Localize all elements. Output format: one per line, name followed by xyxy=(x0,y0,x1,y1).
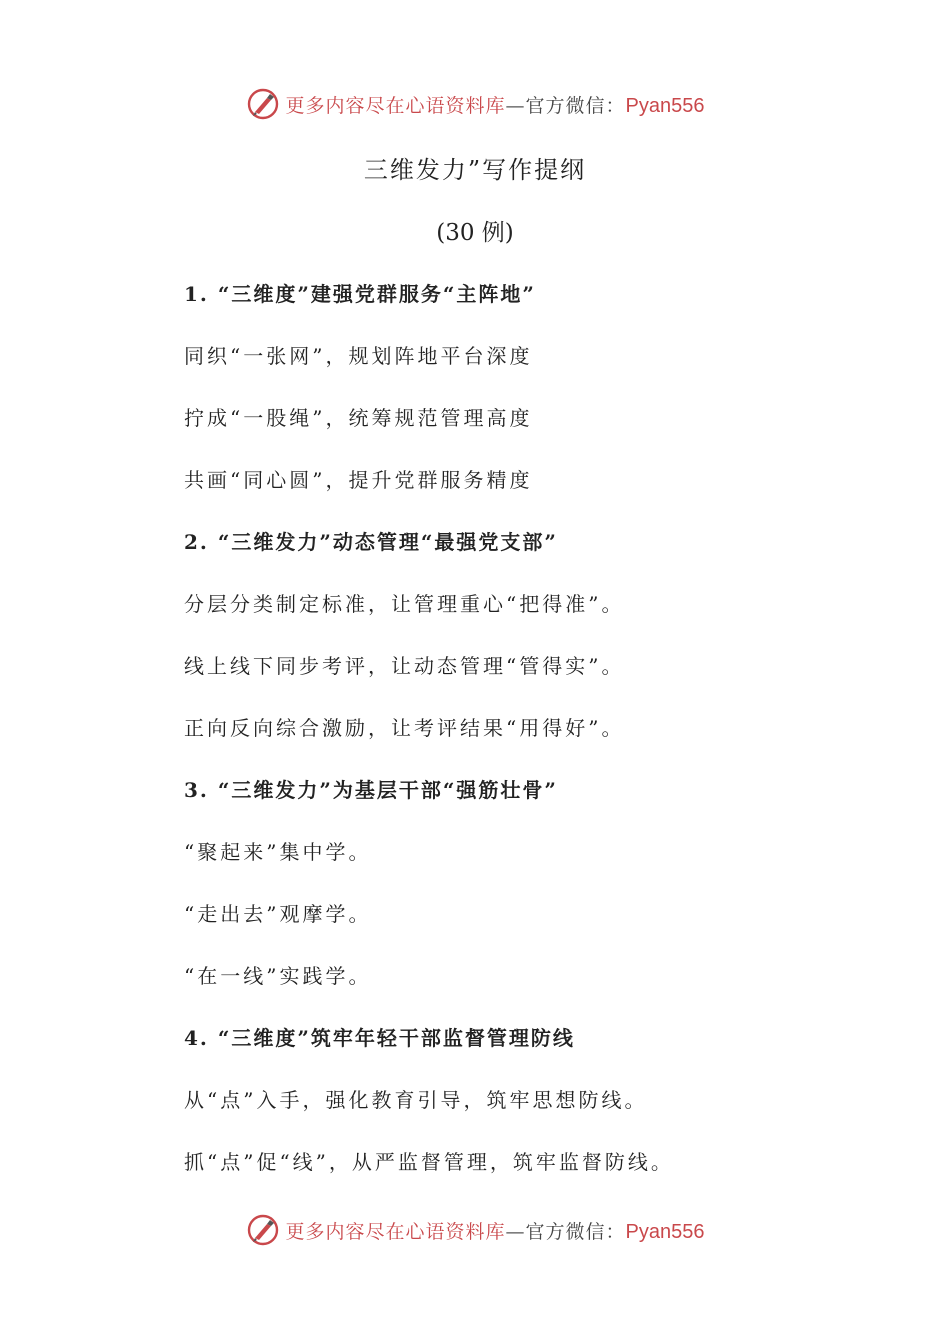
banner-lead: 更多内容尽在心语资料库 xyxy=(285,1220,506,1243)
header-banner xyxy=(0,84,950,124)
banner-wechat-id: Pyan556 xyxy=(625,94,705,117)
pen-nib-logo-icon xyxy=(246,87,280,121)
banner-wechat-label: 官方微信： xyxy=(525,94,626,117)
banner-wechat-label: 官方微信： xyxy=(525,1220,626,1243)
body-line: 抓“点”促“线”，从严监督管理，筑牢监督防线。 xyxy=(184,1150,674,1174)
document-subtitle: (30 例) xyxy=(436,220,514,246)
body-line: 正向反向综合激励，让考评结果“用得好”。 xyxy=(184,716,625,740)
section-heading-4: 4. “三维度”筑牢年轻干部监督管理防线 xyxy=(184,1026,575,1050)
document-body xyxy=(184,276,884,1206)
banner-dash: — xyxy=(505,1220,526,1243)
banner-dash: — xyxy=(505,94,526,117)
banner-text xyxy=(286,91,705,118)
body-line: “走出去”观摩学。 xyxy=(184,902,372,926)
section-heading-1: 1. “三维度”建强党群服务“主阵地” xyxy=(184,282,536,306)
body-line: “聚起来”集中学。 xyxy=(184,840,372,864)
body-line: 分层分类制定标准，让管理重心“把得准”。 xyxy=(184,592,625,616)
banner-text xyxy=(286,1217,705,1244)
body-line: 同织“一张网”，规划阵地平台深度 xyxy=(184,344,533,368)
banner-lead: 更多内容尽在心语资料库 xyxy=(285,94,506,117)
document-title: 三维发力”写作提纲 xyxy=(363,156,587,184)
body-line: 共画“同心圆”，提升党群服务精度 xyxy=(184,468,533,492)
pen-nib-logo-icon xyxy=(246,1213,280,1247)
body-line: 从“点”入手，强化教育引导，筑牢思想防线。 xyxy=(184,1088,648,1112)
section-heading-2: 2. “三维发力”动态管理“最强党支部” xyxy=(184,530,558,554)
body-line: “在一线”实践学。 xyxy=(184,964,372,988)
banner-wechat-id: Pyan556 xyxy=(625,1220,705,1243)
section-heading-3: 3. “三维发力”为基层干部“强筋壮骨” xyxy=(184,778,558,802)
body-line: 拧成“一股绳”，统筹规范管理高度 xyxy=(184,406,533,430)
footer-banner xyxy=(0,1210,950,1250)
body-line: 线上线下同步考评，让动态管理“管得实”。 xyxy=(184,654,625,678)
